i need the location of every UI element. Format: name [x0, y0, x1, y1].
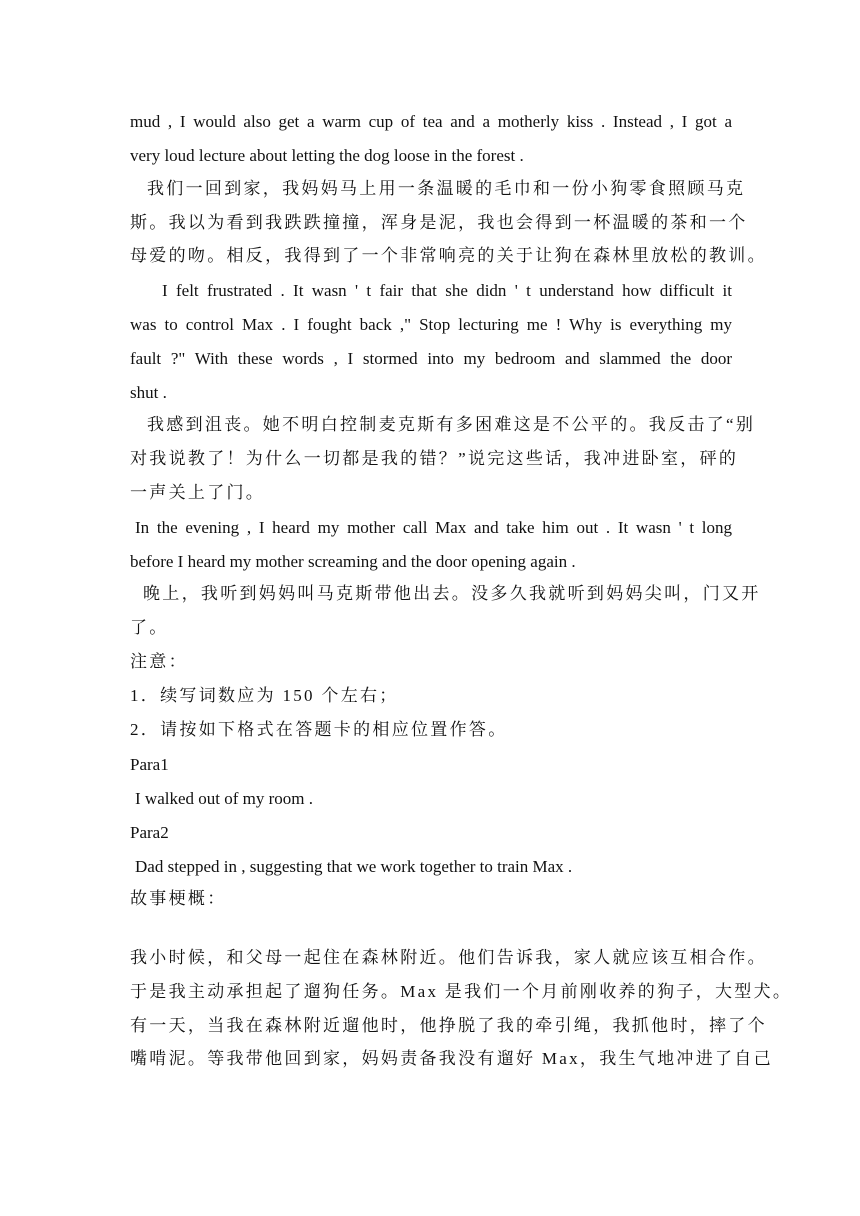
text-line: 我小时候，和父母一起住在森林附近。他们告诉我，家人就应该互相合作。 [130, 948, 767, 967]
note-item: 1．续写词数应为 150 个左右； [130, 686, 399, 705]
text-line: In the evening , I heard my mother call Max and take him out . It wasn ' t long [135, 518, 732, 537]
text-line: 对我说教了！为什么一切都是我的错？”说完这些话，我冲进卧室，砰的 [130, 449, 739, 468]
text-line: 我们一回到家，我妈妈马上用一条温暖的毛巾和一份小狗零食照顾马克 [147, 179, 746, 198]
summary-heading: 故事梗概： [130, 889, 227, 908]
text-line: 斯。我以为看到我跌跌撞撞，浑身是泥，我也会得到一杯温暖的茶和一个 [130, 213, 748, 232]
text-line: 晚上，我听到妈妈叫马克斯带他出去。没多久我就听到妈妈尖叫，门又开 [143, 584, 761, 603]
text-line: was to control Max . I fought back ," Stop lecturing me ! Why is everything my [130, 315, 732, 334]
text-line: very loud lecture about letting the dog loose in the forest . [130, 146, 524, 165]
text-line: 嘴啃泥。等我带他回到家，妈妈责备我没有遛好 Max，我生气地冲进了自己 [130, 1049, 773, 1068]
text-line: 我感到沮丧。她不明白控制麦克斯有多困难这是不公平的。我反击了“别 [147, 415, 756, 434]
text-line: 母爱的吻。相反，我得到了一个非常响亮的关于让狗在森林里放松的教训。 [130, 246, 767, 265]
text-line: 一声关上了门。 [130, 483, 266, 502]
note-item: 2．请按如下格式在答题卡的相应位置作答。 [130, 720, 508, 739]
text-line: 了。 [130, 618, 169, 637]
text-line: shut . [130, 383, 167, 402]
text-line: 有一天，当我在森林附近遛他时，他挣脱了我的牵引绳，我抓他时，摔了个 [130, 1016, 767, 1035]
text-line: before I heard my mother screaming and the door opening again . [130, 552, 576, 571]
para-label: Para1 [130, 755, 169, 774]
text-line: mud , I would also get a warm cup of tea and a motherly kiss . Instead , I got a [130, 112, 732, 131]
text-line: fault ?" With these words , I stormed into my bedroom and slammed the door [130, 349, 732, 368]
note-heading: 注意： [130, 652, 188, 671]
para-opening: Dad stepped in , suggesting that we work together to train Max . [135, 857, 573, 876]
para-label: Para2 [130, 823, 169, 842]
text-line: I felt frustrated . It wasn ' t fair that she didn ' t understand how difficult it [162, 281, 732, 300]
para-opening: I walked out of my room . [135, 789, 313, 808]
text-line: 于是我主动承担起了遛狗任务。Max 是我们一个月前刚收养的狗子，大型犬。 [130, 982, 793, 1001]
